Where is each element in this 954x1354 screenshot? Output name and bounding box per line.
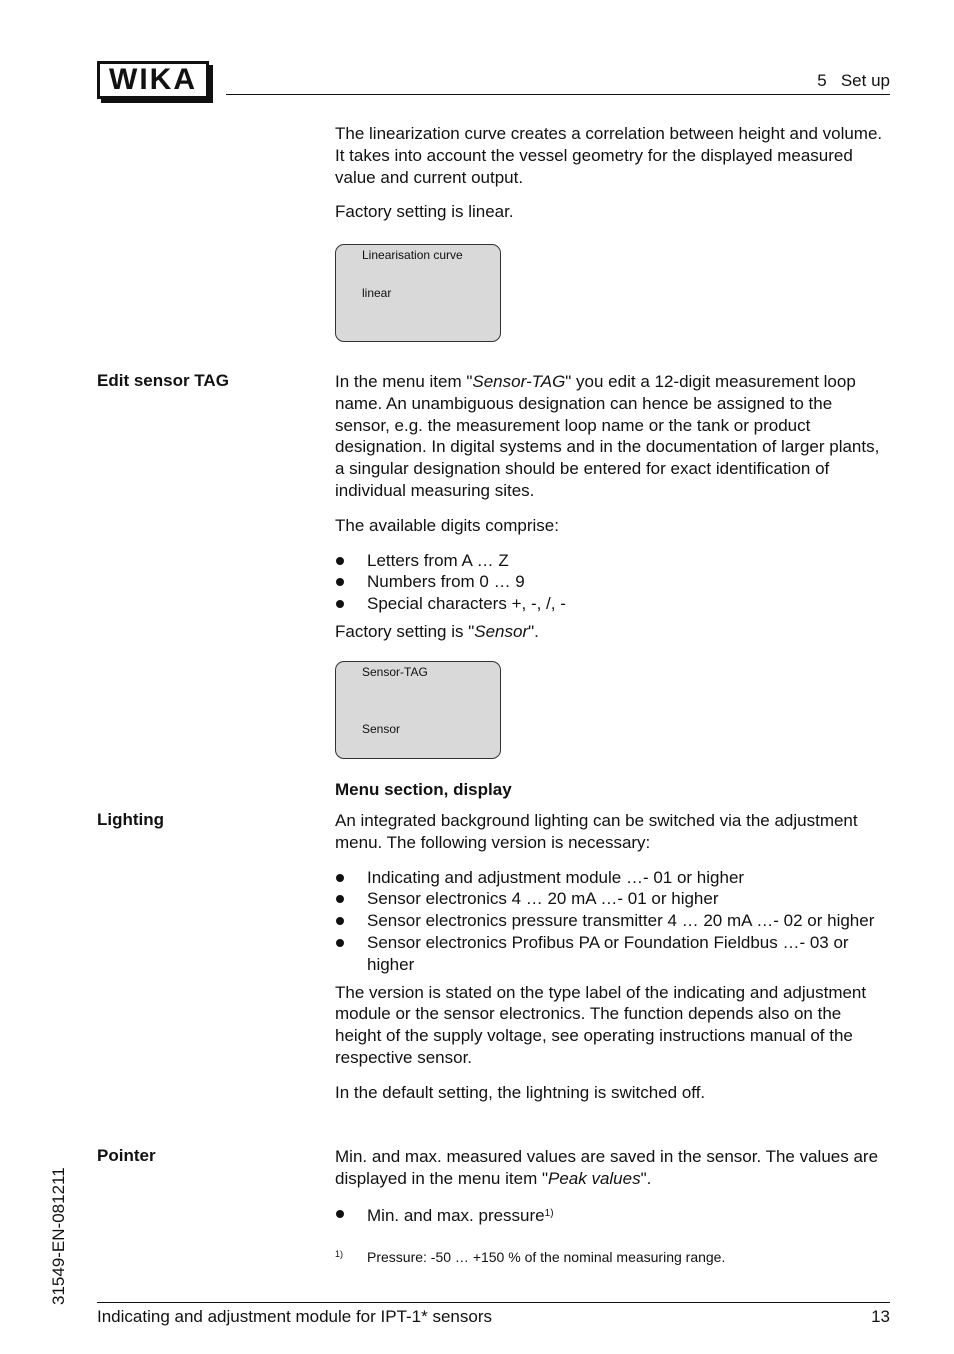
pointer-block (335, 1146, 891, 1226)
pointer-description: Min. and max. measured values are saved in the sensor. The values are displayed in the menu item "Peak values". (335, 1147, 879, 1188)
lighting-description: An integrated background lighting can be switched via the adjustment menu. The following version is necessary: (335, 811, 858, 852)
list-item: Numbers from 0 … 9 (335, 571, 891, 593)
list-item: Indicating and adjustment module …- 01 or higher (335, 867, 891, 889)
footer-title: Indicating and adjustment module for IPT-1* sensors (97, 1307, 492, 1326)
lighting-requirements-list (335, 867, 891, 976)
sensor-tag-factory-setting: Factory setting is "Sensor". (335, 621, 539, 641)
list-item: Sensor electronics Profibus PA or Foundation Fieldbus …- 03 or higher (335, 932, 891, 976)
pointer-list (335, 1203, 891, 1227)
document-code: 31549-EN-081211 (49, 1167, 68, 1305)
linearisation-display (335, 244, 501, 342)
header-rule (226, 94, 890, 95)
display-value: linear (362, 286, 392, 300)
edit-sensor-tag-heading: Edit sensor TAG (97, 371, 229, 390)
list-item: Letters from A … Z (335, 550, 891, 572)
header-section: 5 Set up (817, 71, 890, 90)
linearization-factory-setting: Factory setting is linear. (335, 202, 514, 222)
linearization-block (335, 123, 891, 223)
list-item: Sensor electronics 4 … 20 mA …- 01 or higher (335, 888, 891, 910)
display-title: Sensor-TAG (362, 665, 428, 679)
footnote-text: Pressure: -50 … +150 % of the nominal measuring range. (367, 1249, 726, 1265)
display-value: Sensor (362, 722, 401, 736)
page-number: 13 (871, 1307, 890, 1326)
display-title: Linearisation curve (362, 248, 463, 262)
footnote-mark: 1) (335, 1249, 344, 1259)
lighting-default-note: In the default setting, the lightning is switched off. (335, 1082, 706, 1102)
pointer-heading: Pointer (97, 1146, 156, 1165)
lighting-heading: Lighting (97, 810, 165, 829)
sensor-tag-display (335, 661, 501, 759)
linearization-description: The linearization curve creates a correlation between height and volume. It takes into account the vessel geometry for the displayed measured value and current output. (335, 124, 883, 187)
list-item: Sensor electronics pressure transmitter 4 … 20 mA …- 02 or higher (335, 910, 891, 932)
lighting-block (335, 810, 891, 1104)
list-item: Min. and max. pressure$^{1)}$ (335, 1203, 891, 1227)
wika-logo: WIKA (97, 61, 209, 99)
sensor-tag-description: In the menu item "Sensor-TAG" you edit a 12-digit measurement loop name. An unambiguous designation can hence be assigned to the sensor, e.g. the measurement loop name or the tank or product designation. In digital systems and in the documentation of larger plants, a singular designation should be entered for exact identification of individual measuring sites. (335, 372, 880, 500)
available-digits: The available digits comprise: (335, 515, 559, 535)
list-item: Special characters +, -, /, - (335, 593, 891, 615)
digits-list (335, 550, 891, 615)
lighting-version-note: The version is stated on the type label of the indicating and adjustment module or the sensor electronics. The function depends also on the height of the supply voltage, see operating instructions manual of the respective sensor. (335, 982, 867, 1067)
menu-section-heading: Menu section, display (335, 780, 512, 799)
sensor-tag-block (335, 371, 891, 643)
footer-rule (97, 1302, 890, 1303)
